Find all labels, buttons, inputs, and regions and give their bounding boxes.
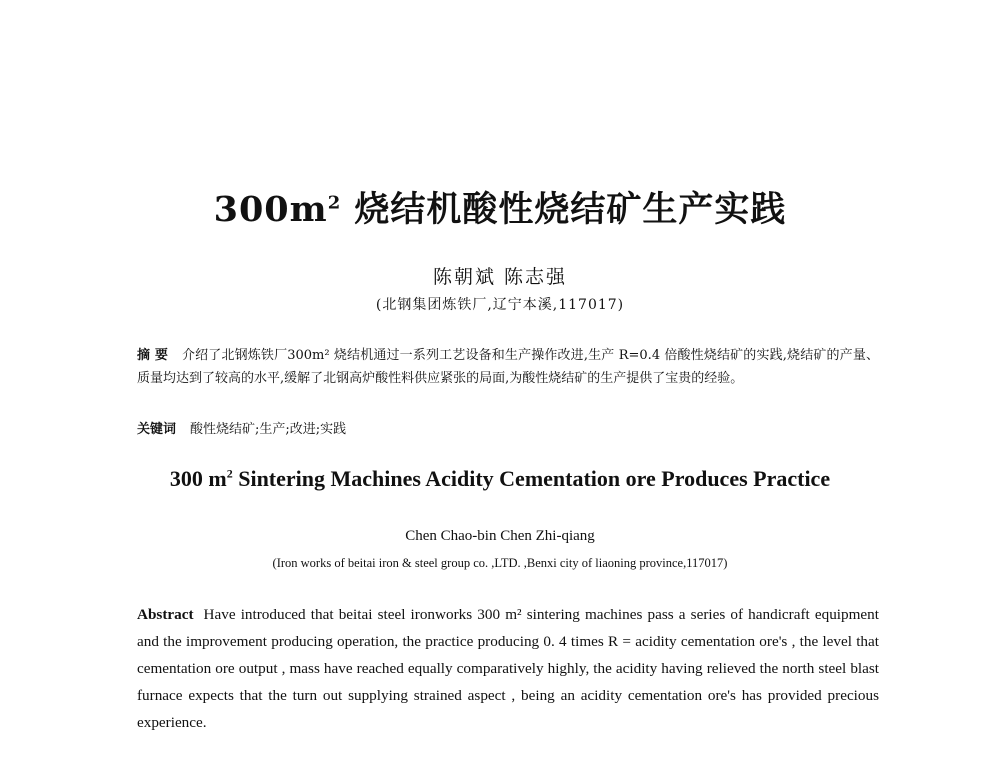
- chinese-abstract-text: 介绍了北钢炼铁厂300m² 烧结机通过一系列工艺设备和生产操作改进,生产 R=0.4 倍酸性烧结矿的实践,烧结矿的产量、质量均达到了较高的水平,缓解了北钢高炉酸性料供应紧张的局面,为酸性烧结矿的生产提供了宝贵的经验。: [137, 348, 879, 386]
- chinese-title: [0, 182, 1000, 232]
- english-authors: Chen Chao-bin Chen Zhi-qiang: [405, 528, 595, 544]
- english-abstract-text: Have introduced that beitai steel ironworks 300 m² sintering machines pass a series of handicraft equipment and the improvement producing operation, the practice producing 0. 4 times R = acidity cementation ore's , the level that cementation ore output , mass have reached equally comparatively highly, the acidity having relieved the north steel blast furnace expects that the turn out supplying strained aspect , being an acidity cementation ore's has provided precious experience.: [137, 606, 879, 731]
- english-title-superscript: 2: [226, 466, 233, 481]
- english-title-prefix: 300 m: [169, 466, 227, 491]
- chinese-affiliation: (北钢集团炼铁厂,辽宁本溪,117017): [375, 297, 625, 313]
- english-title: [0, 466, 1000, 492]
- english-abstract: [137, 601, 879, 736]
- chinese-authors: 陈朝斌 陈志强: [432, 266, 568, 288]
- chinese-keywords-text: 酸性烧结矿;生产;改进;实践: [190, 422, 347, 437]
- chinese-keywords: [137, 420, 879, 440]
- chinese-title-prefix: 300m: [213, 189, 328, 230]
- chinese-title-text: 烧结机酸性烧结矿生产实践: [341, 189, 787, 230]
- english-title-text: Sintering Machines Acidity Cementation ore Produces Practice: [232, 466, 831, 491]
- english-affiliation: (Iron works of beitai iron & steel group co. ,LTD. ,Benxi city of liaoning province,117017): [272, 556, 728, 570]
- chinese-keywords-label: 关键词: [137, 422, 177, 437]
- chinese-abstract-label: 摘 要: [137, 348, 168, 363]
- chinese-abstract: [137, 344, 879, 390]
- chinese-title-superscript: 2: [327, 192, 342, 214]
- english-abstract-label: Abstract: [137, 606, 194, 623]
